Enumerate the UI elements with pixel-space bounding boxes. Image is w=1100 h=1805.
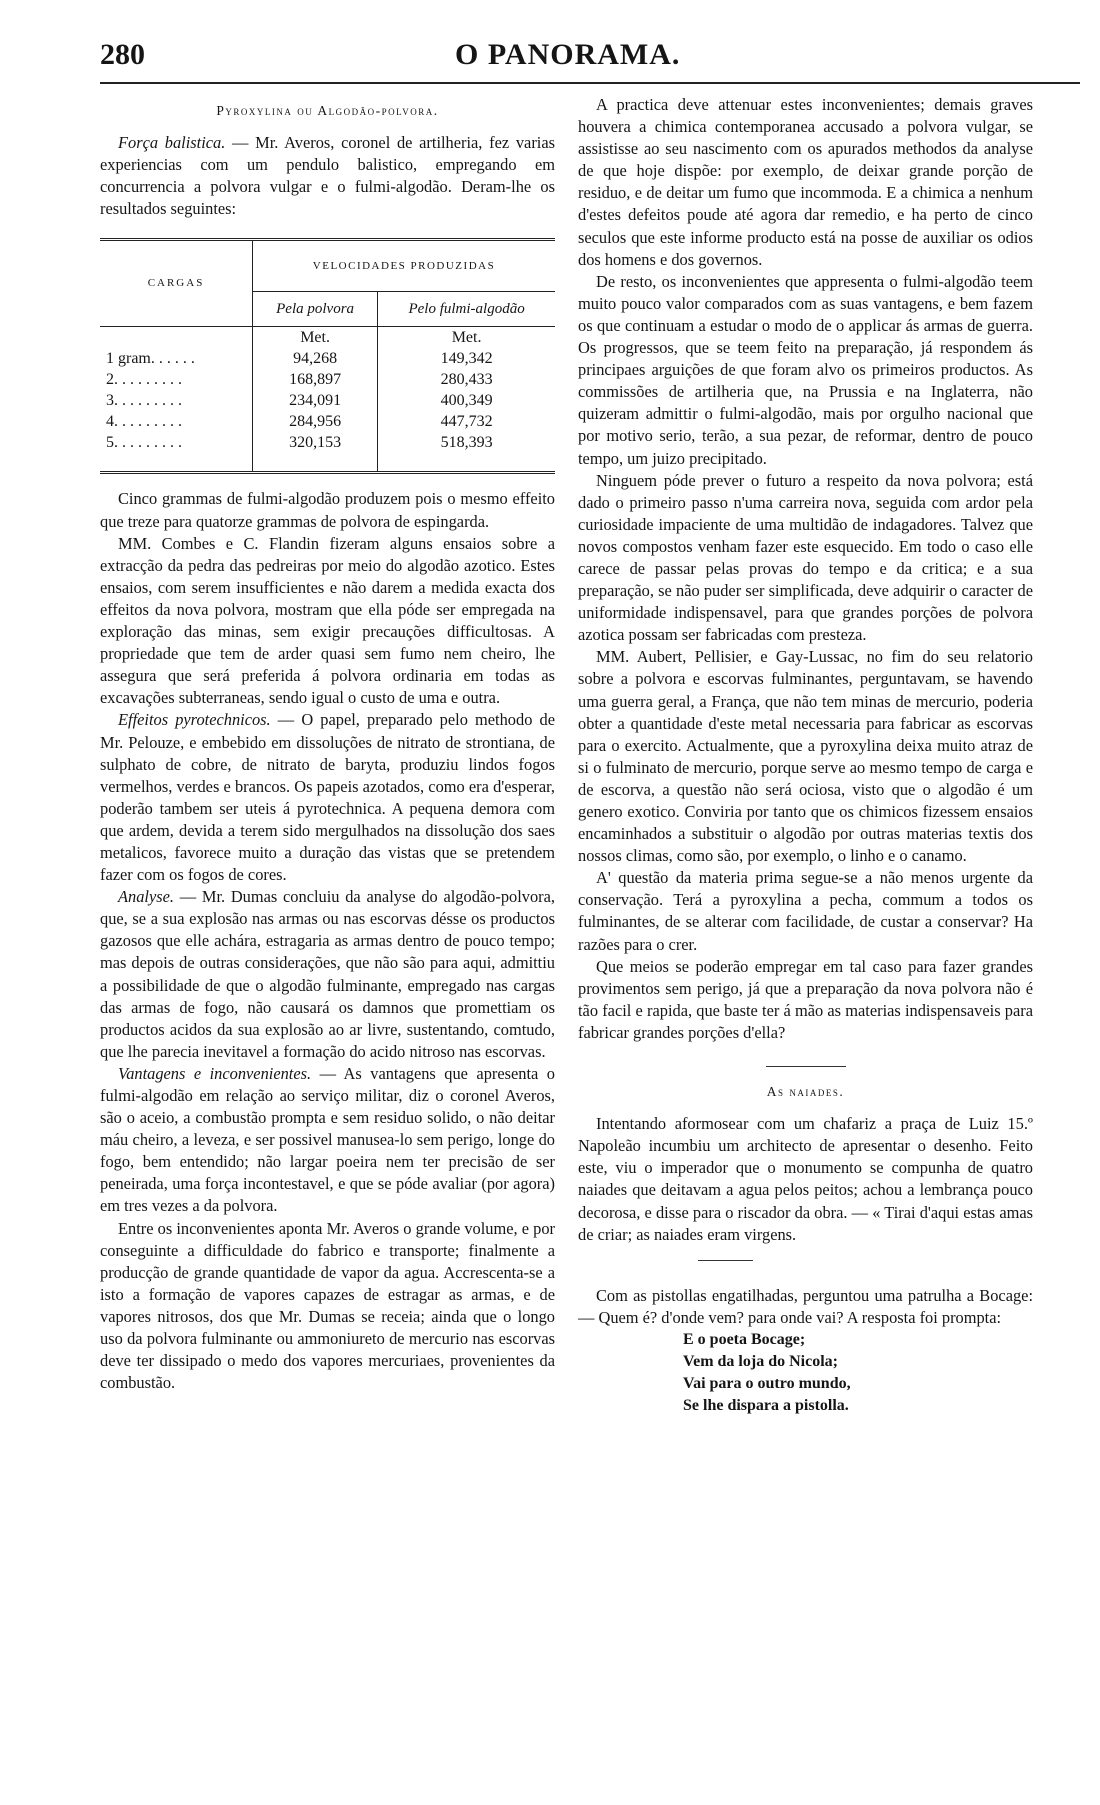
table-row xyxy=(100,390,555,411)
paragraph-forca-balistica xyxy=(100,132,555,220)
table-row-label: 1 gram. . . . . . xyxy=(100,348,253,369)
section-title-pyroxylina: Pyroxylina ou Algodão-polvora. xyxy=(216,103,439,118)
table-unit-row xyxy=(100,327,555,349)
page-header xyxy=(100,32,1080,80)
paragraph-text: — O papel, preparado pelo methodo de Mr. Pelouze, e embebido em dissoluções de nitrato de strontiana, de sulphato de cobre, de nitrato de baryta, produziu lindos fogos vermelhos, verdes e brancos. Os papeis azotados, como era d'esperar, poderão tambem ser uteis á pyrotechnica. A pequena demora com que ardem, devida a terem sido mergulhados na dissolução dos saes metalicos, favorece muito a duração das vistas que se pretendem fazer com os fogos de cores. xyxy=(100,710,556,885)
paragraph-vantagens xyxy=(100,1063,555,1218)
paragraph-text: — As vantagens que apresenta o fulmi-algodão em relação ao serviço militar, diz o coronel Averos, são o aceio, a combustão prompta e sem residuo solido, o não deitar máu cheiro, a leveza, e ser possivel manusea-lo sem perigo, longe do fogo, bem entendido; não largar poeira nem ter precisão de ser peneirada, uma força incontestavel, e que se póde avaliar (por agora) em tres vezes a da polvora. xyxy=(100,1063,555,1216)
table-row-label: 5. . . . . . . . . xyxy=(100,432,253,453)
paragraph-bocage: Com as pistollas engatilhadas, perguntou uma patrulha a Bocage: — Quem é? d'onde vem? para onde vai? A resposta foi prompta: xyxy=(578,1285,1033,1327)
paragraph-text: — Mr. Averos, coronel de artilheria, fez varias experiencias com um pendulo balistico, empregando em concurrencia a polvora vulgar e o fulmi-algodão. Deram-lhe os resultados seguintes: xyxy=(100,133,555,219)
velocity-table xyxy=(100,238,555,474)
table-cell-polvora: 168,897 xyxy=(253,369,378,390)
table-cell-polvora: 320,153 xyxy=(253,432,378,453)
table-header-fulmi-algodao: Pelo fulmi-algodão xyxy=(378,292,555,327)
table-row-label: 4. . . . . . . . . xyxy=(100,411,253,432)
table-header-cargas: CARGAS xyxy=(100,240,253,327)
paragraph-que-meios: Que meios se poderão empregar em tal caso para fazer grandes provimentos sem perigo, já que a preparação da nova polvora não é tão facil e rapida, que baste ter á mão as materias indispensaveis para fabricar grandes porções d'ella? xyxy=(578,956,1033,1042)
paragraph-naiades: Intentando aformosear com um chafariz a praça de Luiz 15.º Napoleão incumbiu um architecto de apresentar o desenho. Feito este, viu o imperador que o monumento se compunha de quatro naiades que deitavam a agua pelos peitos; achou a lembrança pouco decorosa, e disse para o riscador da obra. — « Tirai d'aqui estas amas de criar; as naiades eram virgens. xyxy=(578,1114,1033,1244)
table-header-velocidades: VELOCIDADES PRODUZIDAS xyxy=(253,240,556,292)
table-cell-fulmi: 400,349 xyxy=(440,392,493,410)
page-number: 280 xyxy=(100,38,145,71)
table-row xyxy=(100,348,555,369)
left-column xyxy=(100,94,555,1394)
paragraph-practica: A practica deve attenuar estes inconvenientes; demais graves houvera a chimica contemporanea accusado a polvora vulgar, se assistisse ao seu nascimento com os apurados methodos da analyse de que hoje dispõe: por exemplo, de deixar grande porção de residuo, e de deitar um fumo que incommoda. E a chimica a nenhum d'estes defeitos poude até agora dar remedio, e ha perto de cinco seculos que este informe producto está na posse de auxiliar os odios dos homens e dos governos. xyxy=(578,95,1033,269)
table-cell-fulmi: 518,393 xyxy=(440,434,493,452)
paragraph-lead: Força balistica. xyxy=(118,133,226,153)
section-separator xyxy=(766,1066,846,1067)
table-cell-fulmi: 447,732 xyxy=(440,413,493,431)
table-row xyxy=(100,432,555,453)
table-cell-polvora: 234,091 xyxy=(253,390,378,411)
paragraph-inconvenientes: Entre os inconvenientes aponta Mr. Averos o grande volume, e por conseguinte a difficuldade do fabrico e transporte; finalmente a producção de grande quantidade de vapor da agua. Accrescenta-se a isto a formação de vapores capazes de estragar as armas, e de vapores nitrosos, dos que Mr. Dumas se receia; ainda que o longo uso da polvora fulminante ou ammoniureto de mercurio nas escorvas deve ter dissipado o medo dos vapores mercuriaes, provenientes da combustão. xyxy=(100,1218,555,1393)
table-row-label: 2. . . . . . . . . xyxy=(100,369,253,390)
paragraph-questao-materia: A' questão da materia prima segue-se a não menos urgente da conservação. Terá a pyroxylina a pecha, commum a todos os fulminantes, de se alterar com facilidade, de custar a conservar? Ha razões para o crer. xyxy=(578,868,1033,954)
verse-line: E o poeta Bocage; xyxy=(683,1330,806,1348)
paragraph-effeitos-pyrotechnicos xyxy=(100,709,555,886)
paragraph-lead: Analyse. xyxy=(118,887,174,907)
journal-title: O PANORAMA. xyxy=(455,38,681,71)
verse-line: Se lhe dispara a pistolla. xyxy=(683,1397,849,1415)
table-cell-polvora: 94,268 xyxy=(253,348,378,369)
table-cell-polvora: 284,956 xyxy=(253,411,378,432)
paragraph-combes-flandin: MM. Combes e C. Flandin fizeram alguns ensaios sobre a extracção da pedra das pedreiras por meio do algodão azotico. Estes ensaios, com serem insufficientes e não darem a medida exacta dos effeitos da nova polvora, mostram que ella póde ser empregada na exploração das minas, sem exigir precauções difficultosas. A propriedade que tem de arder quasi sem fumo nem cheiro, lhe assegura que será preferida á polvora ordinaria em todas as excavações subterraneas, sendo igual o custo de uma e outra. xyxy=(100,533,555,708)
header-rule xyxy=(100,82,1080,84)
paragraph-analyse xyxy=(100,886,555,1063)
paragraph-lead: Vantagens e inconvenientes. xyxy=(118,1063,312,1083)
verse-line: Vem da loja do Nicola; xyxy=(683,1352,838,1370)
table-unit: Met. xyxy=(451,329,482,347)
paragraph-text: — Mr. Dumas concluiu da analyse do algodão-polvora, que, se a sua explosão nas armas ou nas escorvas désse os productos gazosos que elle achára, estragaria as armas dentro de pouco tempo; mas depois de outras considerações, que não são para aqui, admittiu a possibilidade de que o algodão fulminante, empregado nas cargas das armas de fogo, não causará os damnos que promettiam os productos acidos da sua explosão ao ar livre, sustentando, comtudo, que lhe parecia inevitavel a formação do acido nitroso nas escorvas. xyxy=(100,887,555,1061)
paragraph-ninguem: Ninguem póde prever o futuro a respeito da nova polvora; está dado o primeiro passo n'uma carreira nova, seguida com ardor pela curiosidade impaciente de uma multidão de indagadores. Talvez que novos compostos venham fazer este esquecido. Em todo o caso elle carece de passar pelas provas do tempo e da critica; e a sua preparação, se não puder ser simplificada, deve adquirir o caracter de uniformidade indispensavel, para que grandes porções de polvora azotica possam ser fabricadas com presteza. xyxy=(578,470,1033,645)
short-separator xyxy=(698,1260,753,1261)
verse-line: Vai para o outro mundo, xyxy=(683,1375,851,1393)
table-cell xyxy=(378,453,555,473)
paragraph-aubert: MM. Aubert, Pellisier, e Gay-Lussac, no fim do seu relatorio sobre a polvora e escorvas fulminantes, perguntavam, se havendo uma guerra geral, a França, que não tem minas de mercurio, poderia obter a quantidade d'este metal necessaria para fabricar as escorvas para o exercito. Actualmente, que a pyroxylina deixa muito atraz de si o fulminato de mercurio, porque serve ao mesmo tempo de carga e de escorva, a questão não será ociosa, visto que o algodão é um genero exotico. Conviria por tanto que os chimicos fizessem ensaios encaminhados a substituir o algodão por outras materias textis dos nossos climas, como são, por exemplo, o linho e o canamo. xyxy=(578,647,1033,866)
table-unit: Met. xyxy=(253,327,378,349)
verse-block xyxy=(578,1329,1033,1417)
table-cell xyxy=(100,327,253,349)
table-cell-fulmi: 280,433 xyxy=(440,371,493,389)
right-column xyxy=(578,94,1033,1417)
table-header-polvora: Pela polvora xyxy=(253,292,378,327)
table-row xyxy=(100,369,555,390)
table-row-label: 3. . . . . . . . . xyxy=(100,390,253,411)
paragraph-de-resto: De resto, os inconvenientes que appresenta o fulmi-algodão teem muito pouco valor comparados com as suas vantagens, e bem fazem os que continuam a estudar o modo de o applicar ás armas de guerra. Os progressos, que se teem feito na preparação, já respondem ás principaes arguições de que foram alvo os primeiros productos. As commissões de artilheria que, na Prussia e na Inglaterra, não quizeram admittir o fulmi-algodão, mais por orgulho nacional que por motivo serio, terão, a sua pezar, de reformar, dentro de pouco tempo, um juizo precipitado. xyxy=(578,271,1033,468)
table-cell xyxy=(253,453,378,473)
table-cell-fulmi: 149,342 xyxy=(440,350,493,368)
paragraph-cinco-grammas: Cinco grammas de fulmi-algodão produzem pois o mesmo effeito que treze para quatorze grammas de polvora de espingarda. xyxy=(100,489,555,531)
table-spacer-row xyxy=(100,453,555,473)
table-cell xyxy=(100,453,253,473)
table-row xyxy=(100,411,555,432)
paragraph-lead: Effeitos pyrotechnicos. xyxy=(118,710,271,730)
section-title-naiades: As naiades. xyxy=(766,1084,845,1100)
